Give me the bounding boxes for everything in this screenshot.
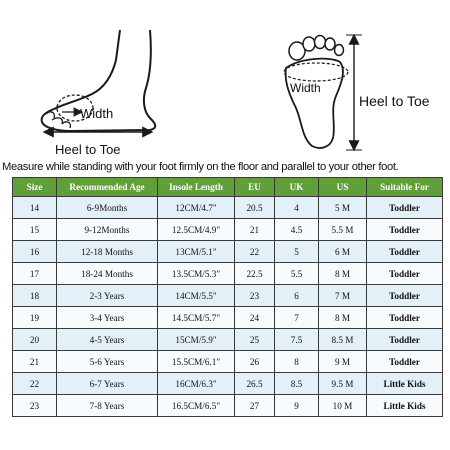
table-row (13, 241, 443, 263)
cell-us: 9 M (319, 351, 367, 373)
table-row (13, 307, 443, 329)
cell-us: 5 M (319, 197, 367, 219)
cell-uk: 8.5 (275, 373, 319, 395)
side-width-label: Width (80, 106, 114, 121)
header-recommended-age: Recommended Age (57, 178, 158, 197)
cell-us: 5.5 M (319, 219, 367, 241)
cell-suitable: Toddler (367, 241, 443, 263)
cell-us: 8 M (319, 307, 367, 329)
cell-us: 10 M (319, 395, 367, 417)
cell-us: 9.5 M (319, 373, 367, 395)
table-row (13, 395, 443, 417)
cell-age: 7-8 Years (57, 395, 158, 417)
header-uk: UK (275, 178, 319, 197)
cell-uk: 4.5 (275, 219, 319, 241)
cell-suitable: Toddler (367, 219, 443, 241)
header-size: Size (13, 178, 57, 197)
cell-size: 16 (13, 241, 57, 263)
cell-insole: 13CM/5.1" (158, 241, 235, 263)
cell-size: 19 (13, 307, 57, 329)
cell-suitable: Little Kids (367, 395, 443, 417)
cell-uk: 6 (275, 285, 319, 307)
cell-eu: 26 (235, 351, 275, 373)
cell-suitable: Toddler (367, 285, 443, 307)
cell-eu: 21 (235, 219, 275, 241)
cell-suitable: Toddler (367, 351, 443, 373)
cell-uk: 8 (275, 351, 319, 373)
cell-age: 12-18 Months (57, 241, 158, 263)
table-row (13, 351, 443, 373)
table-row (13, 263, 443, 285)
cell-insole: 16.5CM/6.5" (158, 395, 235, 417)
cell-uk: 5 (275, 241, 319, 263)
table-row (13, 285, 443, 307)
cell-eu: 20.5 (235, 197, 275, 219)
cell-us: 6 M (319, 241, 367, 263)
side-length-label: Heel to Toe (55, 142, 121, 157)
cell-age: 5-6 Years (57, 351, 158, 373)
cell-us: 8 M (319, 263, 367, 285)
cell-suitable: Little Kids (367, 373, 443, 395)
cell-uk: 7.5 (275, 329, 319, 351)
size-chart-table (12, 177, 443, 417)
cell-suitable: Toddler (367, 263, 443, 285)
cell-us: 8.5 M (319, 329, 367, 351)
cell-insole: 13.5CM/5.3" (158, 263, 235, 285)
cell-eu: 25 (235, 329, 275, 351)
cell-insole: 15.5CM/6.1" (158, 351, 235, 373)
cell-size: 21 (13, 351, 57, 373)
cell-size: 17 (13, 263, 57, 285)
table-row (13, 197, 443, 219)
cell-insole: 12CM/4.7" (158, 197, 235, 219)
cell-age: 18-24 Months (57, 263, 158, 285)
cell-insole: 15CM/5.9" (158, 329, 235, 351)
cell-size: 20 (13, 329, 57, 351)
table-header-row (13, 178, 443, 197)
cell-age: 3-4 Years (57, 307, 158, 329)
header-us: US (319, 178, 367, 197)
cell-age: 4-5 Years (57, 329, 158, 351)
cell-uk: 7 (275, 307, 319, 329)
cell-uk: 5.5 (275, 263, 319, 285)
cell-eu: 24 (235, 307, 275, 329)
cell-age: 9-12Months (57, 219, 158, 241)
cell-size: 23 (13, 395, 57, 417)
cell-insole: 14CM/5.5" (158, 285, 235, 307)
cell-size: 18 (13, 285, 57, 307)
cell-size: 14 (13, 197, 57, 219)
top-length-label: Heel to Toe (359, 93, 430, 109)
table-row (13, 329, 443, 351)
cell-eu: 26.5 (235, 373, 275, 395)
table-row (13, 219, 443, 241)
header-eu: EU (235, 178, 275, 197)
cell-age: 6-7 Years (57, 373, 158, 395)
cell-size: 15 (13, 219, 57, 241)
cell-size: 22 (13, 373, 57, 395)
foot-measurement-diagrams (0, 0, 450, 160)
cell-uk: 4 (275, 197, 319, 219)
header-insole-length: Insole Length (158, 178, 235, 197)
cell-uk: 9 (275, 395, 319, 417)
cell-age: 6-9Months (57, 197, 158, 219)
cell-eu: 22 (235, 241, 275, 263)
cell-us: 7 M (319, 285, 367, 307)
cell-suitable: Toddler (367, 329, 443, 351)
top-width-label: Width (290, 81, 321, 95)
table-row (13, 373, 443, 395)
cell-eu: 27 (235, 395, 275, 417)
cell-insole: 12.5CM/4.9" (158, 219, 235, 241)
cell-insole: 16CM/6.3" (158, 373, 235, 395)
measure-instruction: Measure while standing with your foot firmly on the floor and parallel to your other foot. (2, 161, 399, 173)
cell-age: 2-3 Years (57, 285, 158, 307)
header-suitable-for: Suitable For (367, 178, 443, 197)
cell-suitable: Toddler (367, 307, 443, 329)
cell-eu: 22.5 (235, 263, 275, 285)
cell-eu: 23 (235, 285, 275, 307)
cell-insole: 14.5CM/5.7" (158, 307, 235, 329)
cell-suitable: Toddler (367, 197, 443, 219)
